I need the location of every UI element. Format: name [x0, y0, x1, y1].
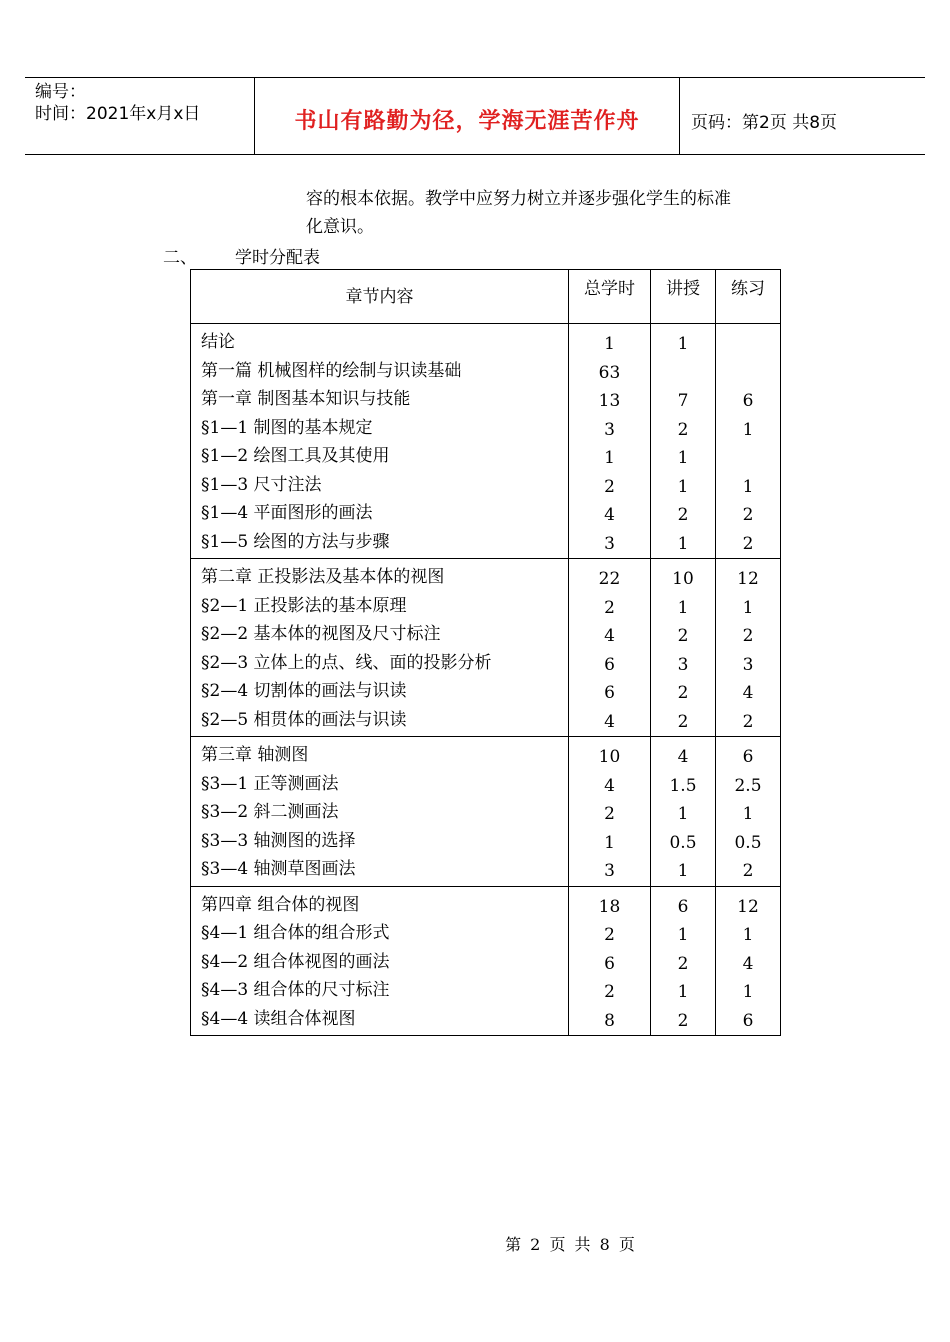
total-value: 13: [598, 391, 621, 411]
chapter-names-cell: [191, 737, 569, 887]
practice-hours-cell: [716, 886, 781, 1036]
header-divider: [679, 78, 680, 154]
total-value: 63: [598, 362, 621, 383]
total-value: 2: [604, 925, 615, 945]
lecture-value: 2: [677, 1010, 689, 1031]
chapter-name: §2—5 相贯体的画法与识读: [201, 709, 407, 730]
total-value: 6: [604, 654, 615, 675]
practice-value: 2: [742, 533, 754, 554]
total-value: 4: [604, 626, 615, 646]
chapter-name: §4—3 组合体的尺寸标注: [201, 980, 390, 1000]
lecture-value: 6: [677, 896, 689, 917]
practice-value: 4: [742, 683, 754, 703]
practice-value: 2.5: [734, 775, 762, 796]
chapter-name: 第一篇 机械图样的绘制与识读基础: [201, 360, 462, 381]
chapter-names-cell: [191, 559, 569, 737]
total-value: 6: [604, 683, 615, 703]
table-row: [191, 324, 781, 559]
header-page-number: 页码：第2页 共8页: [691, 113, 838, 133]
lecture-value: 1: [677, 925, 689, 945]
table-row: [191, 737, 781, 887]
lecture-value: 1: [677, 448, 689, 468]
total-value: 3: [604, 861, 615, 881]
chapter-name: §1—3 尺寸注法: [201, 474, 322, 495]
doc-number-label: 编号：: [35, 82, 86, 102]
chapter-names-cell: [191, 886, 569, 1036]
total-hours-cell: [569, 559, 651, 737]
practice-hours-cell: [716, 324, 781, 559]
chapter-name: 第四章 组合体的视图: [201, 894, 360, 915]
total-value: 1: [604, 448, 615, 468]
chapter-name: 第二章 正投影法及基本体的视图: [201, 567, 445, 587]
total-value: 3: [604, 419, 615, 440]
intro-paragraph: [306, 185, 806, 241]
lecture-hours-cell: [651, 324, 716, 559]
chapter-name: §2—2 基本体的视图及尺寸标注: [201, 624, 441, 644]
chapter-name: §3—3 轴测图的选择: [201, 830, 356, 851]
intro-line: 容的根本依据。教学中应努力树立并逐步强化学生的标准: [306, 189, 731, 209]
total-value: 22: [598, 569, 621, 589]
chapter-name: §1—4 平面图形的画法: [201, 503, 373, 523]
practice-value: 2: [742, 505, 754, 525]
total-value: 2: [604, 597, 615, 618]
chapter-name: §2—1 正投影法的基本原理: [201, 595, 407, 616]
practice-value: 6: [742, 1010, 754, 1031]
practice-value: 12: [737, 896, 759, 917]
chapter-name: §3—1 正等测画法: [201, 773, 339, 794]
practice-hours-cell: [716, 559, 781, 737]
practice-value: 4: [742, 953, 754, 974]
total-value: 2: [604, 476, 615, 497]
total-value: 4: [604, 505, 615, 525]
chapter-names-cell: [191, 324, 569, 559]
chapter-name: §2—3 立体上的点、线、面的投影分析: [201, 652, 492, 673]
lecture-hours-cell: [651, 886, 716, 1036]
section-number: 二、: [163, 248, 197, 268]
chapter-name: §3—4 轴测草图画法: [201, 859, 356, 879]
hours-table: [190, 269, 781, 1036]
header-motto: 书山有路勤为径，学海无涯苦作舟: [294, 109, 640, 134]
practice-hours-cell: [716, 737, 781, 887]
practice-value: 6: [742, 391, 754, 411]
lecture-value: 1: [677, 804, 689, 824]
chapter-name: §4—4 读组合体视图: [201, 1008, 356, 1029]
lecture-value: 3: [677, 654, 689, 675]
header-practice: 练习: [716, 270, 781, 324]
chapter-name: 结论: [201, 332, 235, 352]
lecture-value: 1: [677, 476, 689, 497]
practice-value: 6: [742, 747, 754, 767]
header-total: 总学时: [569, 270, 651, 324]
practice-value: 2: [742, 711, 754, 732]
practice-value: 0.5: [734, 832, 762, 853]
lecture-value: 1: [677, 982, 689, 1002]
header-lecture: 讲授: [651, 270, 716, 324]
total-value: 10: [598, 747, 621, 767]
table-row: [191, 886, 781, 1036]
table-row: [191, 559, 781, 737]
chapter-name: §1—5 绘图的方法与步骤: [201, 531, 390, 552]
total-value: 6: [604, 953, 615, 974]
total-hours-cell: [569, 886, 651, 1036]
table-header-row: [191, 270, 781, 324]
lecture-hours-cell: [651, 559, 716, 737]
section-heading: [163, 243, 320, 268]
lecture-value: 1: [677, 597, 689, 618]
lecture-value: 0.5: [669, 832, 697, 853]
page-footer: 第 2 页 共 8 页: [505, 1235, 635, 1254]
total-value: 18: [598, 896, 621, 917]
total-value: 2: [604, 982, 615, 1002]
practice-value: [716, 330, 780, 359]
total-value: 1: [604, 334, 615, 354]
total-value: 3: [604, 533, 615, 554]
practice-value: [716, 444, 780, 473]
chapter-name: §4—2 组合体视图的画法: [201, 951, 390, 972]
practice-value: 3: [742, 654, 754, 675]
practice-value: 1: [742, 925, 754, 945]
practice-value: 1: [742, 419, 754, 440]
lecture-value: 10: [672, 569, 694, 589]
lecture-value: 2: [677, 953, 689, 974]
practice-value: 1: [742, 597, 754, 618]
chapter-name: §1—2 绘图工具及其使用: [201, 446, 390, 466]
practice-value: 1: [742, 804, 754, 824]
practice-value: 1: [742, 476, 754, 497]
doc-date-label: 时间：2021年x月x日: [35, 104, 201, 124]
lecture-value: 2: [677, 711, 689, 732]
total-value: 2: [604, 804, 615, 824]
lecture-value: 4: [677, 747, 689, 767]
chapter-name: §4—1 组合体的组合形式: [201, 923, 390, 943]
lecture-hours-cell: [651, 737, 716, 887]
lecture-value: 1: [677, 334, 689, 354]
practice-value: 2: [742, 861, 754, 881]
total-value: 4: [604, 775, 615, 796]
chapter-name: 第一章 制图基本知识与技能: [201, 389, 411, 409]
lecture-value: 1.5: [669, 775, 697, 796]
total-hours-cell: [569, 737, 651, 887]
lecture-value: 2: [677, 505, 689, 525]
practice-value: 12: [737, 569, 759, 589]
total-value: 1: [604, 832, 615, 853]
chapter-name: §3—2 斜二测画法: [201, 802, 339, 822]
practice-value: [716, 359, 780, 388]
total-value: 4: [604, 711, 615, 732]
practice-value: 2: [742, 626, 754, 646]
lecture-value: [651, 359, 715, 388]
header-content: 章节内容: [191, 270, 569, 324]
lecture-value: 1: [677, 533, 689, 554]
total-value: 8: [604, 1010, 615, 1031]
lecture-value: 2: [677, 419, 689, 440]
chapter-name: 第三章 轴测图: [201, 745, 309, 765]
intro-line: 化意识。: [306, 217, 374, 237]
total-hours-cell: [569, 324, 651, 559]
header-meta: [35, 81, 200, 125]
lecture-value: 7: [677, 391, 689, 411]
practice-value: 1: [742, 982, 754, 1002]
lecture-value: 2: [677, 626, 689, 646]
page-header: [25, 77, 925, 155]
chapter-name: §1—1 制图的基本规定: [201, 417, 373, 438]
section-title: 学时分配表: [235, 248, 320, 268]
chapter-name: §2—4 切割体的画法与识读: [201, 681, 407, 701]
lecture-value: 2: [677, 683, 689, 703]
lecture-value: 1: [677, 861, 689, 881]
